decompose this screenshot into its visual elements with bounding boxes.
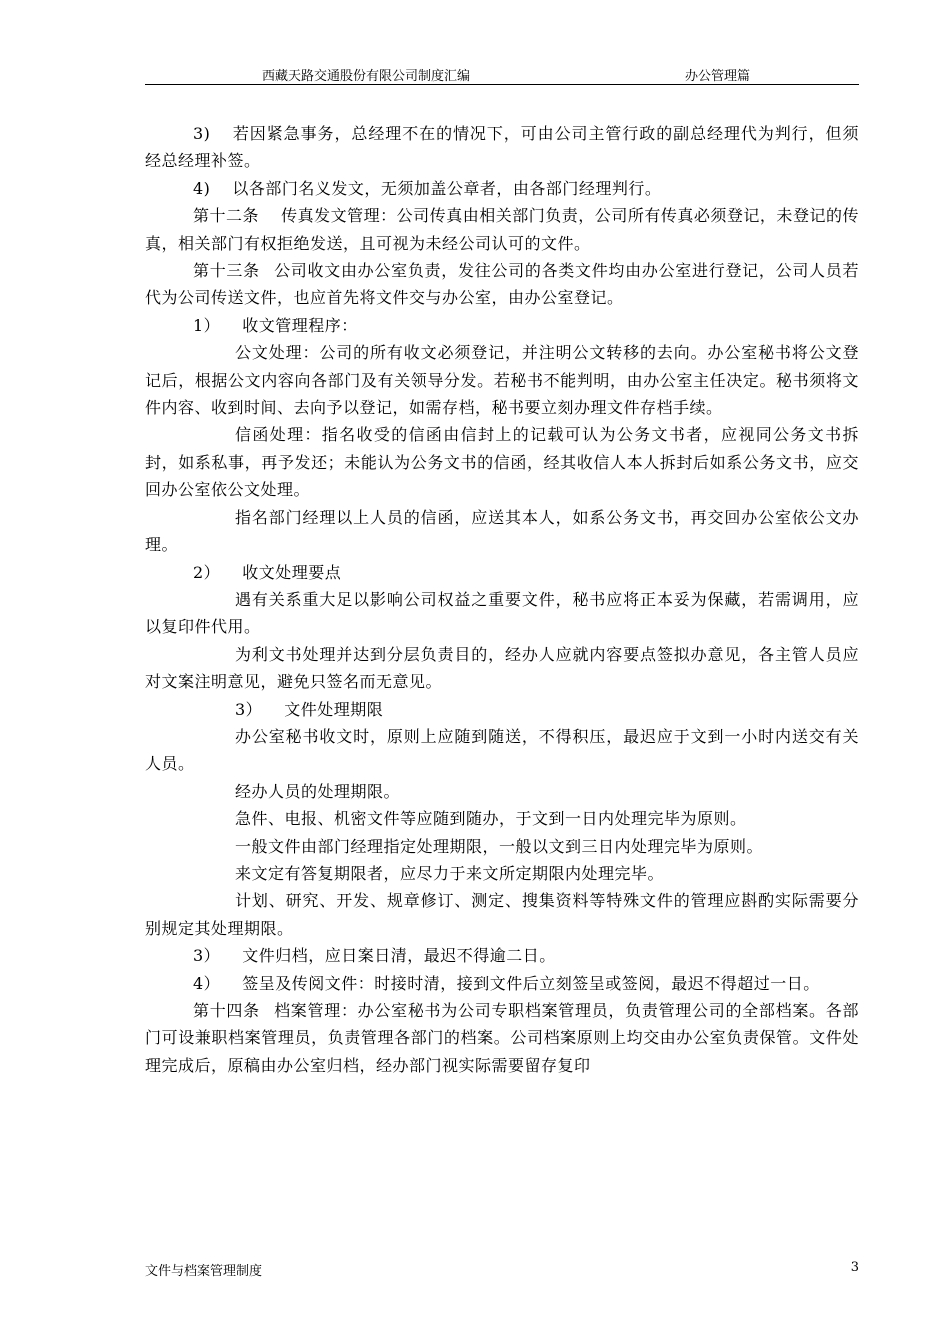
paragraph-text: 收文管理程序：: [242, 315, 358, 335]
paragraph-urgent-documents: 急件、电报、机密文件等应随到随办，于文到一日内处理完毕为原则。: [235, 809, 747, 829]
paragraph-secretary-deadline: 办公室秘书收文时，原则上应随到随送，不得积压，最迟应于文到一小时内送交有关人员。: [145, 726, 859, 774]
article-13-receiving: [145, 257, 859, 312]
article-14-archives: [145, 997, 859, 1079]
header-section-title: 办公管理篇: [685, 69, 751, 84]
paragraph-text: 公司收文由办公室负责，发往公司的各类文件均由办公室进行登记，公司人员若代为公司传送文件，也应首先将文件交与办公室，由办公室登记。: [145, 261, 859, 308]
header-company-title: 西藏天路交通股份有限公司制度汇编: [262, 69, 471, 84]
paragraph-number: 1）: [193, 315, 221, 335]
paragraph-special-documents: 计划、研究、开发、规章修订、测定、搜集资料等特殊文件的管理应斟酌实际需要分别规定其处理期限。: [145, 891, 859, 938]
page-header: [145, 64, 859, 85]
page-number: 3: [850, 1260, 859, 1275]
paragraph-number: 2）: [193, 562, 221, 582]
paragraph-handler-deadline: 经办人员的处理期限。: [235, 781, 401, 801]
paragraph-text: 以各部门名义发文，无须加盖公章者，由各部门经理判行。: [232, 178, 662, 198]
paragraph-text: 文件处理期限: [284, 699, 384, 719]
paragraph-item-4-department: [145, 175, 859, 202]
subheading-processing-deadline: [145, 696, 859, 723]
article-12-fax: [145, 202, 859, 257]
paragraph-text: 传真发文管理：公司传真由相关部门负责，公司所有传真必须登记，未登记的传真，相关部门有权拒绝发送，且可视为未经公司认可的文件。: [145, 206, 859, 253]
paragraph-text: 签呈及传阅文件：时接时清，接到文件后立刻签呈或签阅，最迟不得超过一日。: [242, 973, 820, 993]
paragraph-number: 3）: [193, 946, 221, 966]
paragraph-item-4-circulation: [145, 970, 859, 997]
paragraph-official-document-handling: 公文处理：公司的所有收文必须登记，并注明公文转移的去向。办公室秘书将公文登记后，根据公文内容向各部门及有关领导分发。若秘书不能判明，由办公室主任决定。秘书须将文件内容、收到时间、去向予以登记，如需存档，秘书要立刻办理文件存档手续。: [145, 343, 859, 418]
paragraph-number: 4): [193, 178, 211, 198]
footer-document-title: 文件与档案管理制度: [145, 1264, 263, 1279]
paragraph-handler-opinions: 为利文书处理并达到分层负责目的，经办人应就内容要点签拟办意见，各主管人员应对文案注明意见，避免只签名而无意见。: [145, 644, 859, 692]
paragraph-number: 4）: [193, 973, 221, 993]
page-footer: [145, 1260, 859, 1280]
paragraph-text: 档案管理：办公室秘书为公司专职档案管理员，负责管理公司的全部档案。各部门可设兼职档案管理员，负责管理各部门的档案。公司档案原则上均交由办公室负责保管。文件处理完成后，原稿由办公室归档，经办部门视实际需要留存复印: [145, 1001, 859, 1075]
document-body: [145, 120, 859, 1079]
paragraph-general-documents: 一般文件由部门经理指定处理期限，一般以文到三日内处理完毕为原则。: [235, 836, 764, 856]
article-number: 第十二条: [193, 206, 260, 226]
paragraph-item-3-archiving: [145, 942, 859, 969]
article-number: 第十三条: [193, 261, 260, 281]
paragraph-text: 若因紧急事务，总经理不在的情况下，可由公司主管行政的副总经理代为判行，但须经总经理补签。: [145, 124, 859, 171]
paragraph-item-3-signing: [145, 120, 859, 175]
paragraph-important-documents: 遇有关系重大足以影响公司权益之重要文件，秘书应将正本妥为保藏，若需调用，应以复印件代用。: [145, 589, 859, 637]
subheading-receiving-procedure: [145, 312, 859, 339]
paragraph-named-letters: 指名部门经理以上人员的信函，应送其本人，如系公务文书，再交回办公室依公文办理。: [145, 507, 859, 555]
paragraph-text: 收文处理要点: [242, 562, 342, 582]
paragraph-number: 3): [193, 124, 211, 143]
subheading-receiving-points: [145, 559, 859, 586]
paragraph-letter-handling: 信函处理：指名收受的信函由信封上的记载可认为公务文书者，应视同公务文书拆封，如系私事，再予发还；未能认为公务文书的信函，经其收信人本人拆封后如系公务文书，应交回办公室依公文处理。: [145, 425, 859, 500]
paragraph-number: 3）: [235, 699, 263, 719]
paragraph-text: 文件归档，应日案日清，最迟不得逾二日。: [242, 946, 556, 966]
article-number: 第十四条: [193, 1001, 260, 1020]
paragraph-reply-deadline: 来文定有答复期限者，应尽力于来文所定期限内处理完毕。: [235, 863, 665, 883]
